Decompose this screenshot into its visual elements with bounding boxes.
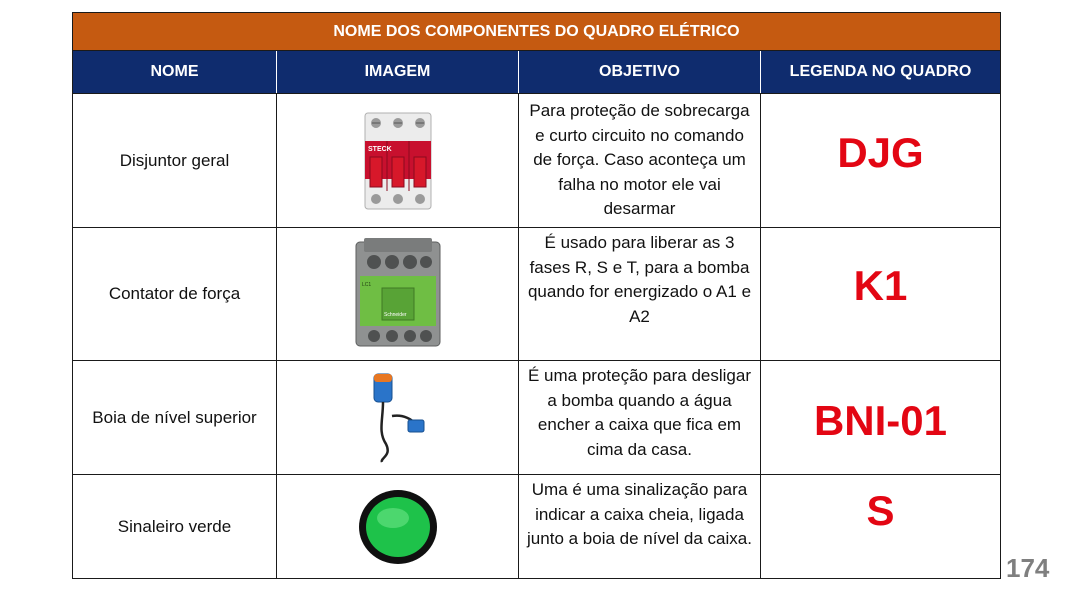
page-number: 174: [1006, 553, 1050, 583]
components-table: [72, 12, 1001, 579]
svg-text:LC1: LC1: [361, 282, 371, 288]
component-objective: Para proteção de sobrecarga e curto circuito no comando de força. Caso aconteça um falha no motor ele vai desarmar: [518, 94, 760, 227]
circuit-breaker-image: [276, 94, 518, 227]
svg-text:Schneider: Schneider: [383, 312, 407, 318]
component-legend: K1: [760, 228, 1000, 360]
table-row: [73, 228, 1000, 361]
float-switch-image: [276, 361, 518, 474]
header-legenda: LEGENDA NO QUADRO: [760, 51, 1000, 93]
component-name: Sinaleiro verde: [117, 516, 232, 536]
header-imagem: IMAGEM: [276, 51, 518, 93]
component-name: Boia de nível superior: [92, 407, 257, 427]
contactor-image: [276, 228, 518, 360]
table-row: [73, 475, 1000, 578]
component-name: Disjuntor geral: [119, 150, 230, 170]
table-row: [73, 361, 1000, 475]
component-objective: É uma proteção para desligar a bomba quando a água encher a caixa que fica em cima da casa.: [518, 361, 760, 474]
green-pilot-light-image: [276, 475, 518, 578]
component-name: Contator de força: [108, 284, 241, 303]
component-objective: É usado para liberar as 3 fases R, S e T, para a bomba quando for energizado o A1 e A2: [518, 228, 760, 360]
component-legend: S: [760, 475, 1000, 578]
component-legend: DJG: [760, 94, 1000, 227]
header-objetivo: OBJETIVO: [518, 51, 760, 93]
table-row: [73, 94, 1000, 228]
table-title: NOME DOS COMPONENTES DO QUADRO ELÉTRICO: [73, 13, 1000, 51]
header-nome: NOME: [150, 63, 199, 80]
component-legend: BNI-01: [760, 361, 1000, 474]
component-objective: Uma é uma sinalização para indicar a caixa cheia, ligada junto a boia de nível da caixa.: [518, 475, 760, 578]
svg-text:STECK: STECK: [367, 145, 392, 153]
table-header-row: [73, 51, 1000, 94]
